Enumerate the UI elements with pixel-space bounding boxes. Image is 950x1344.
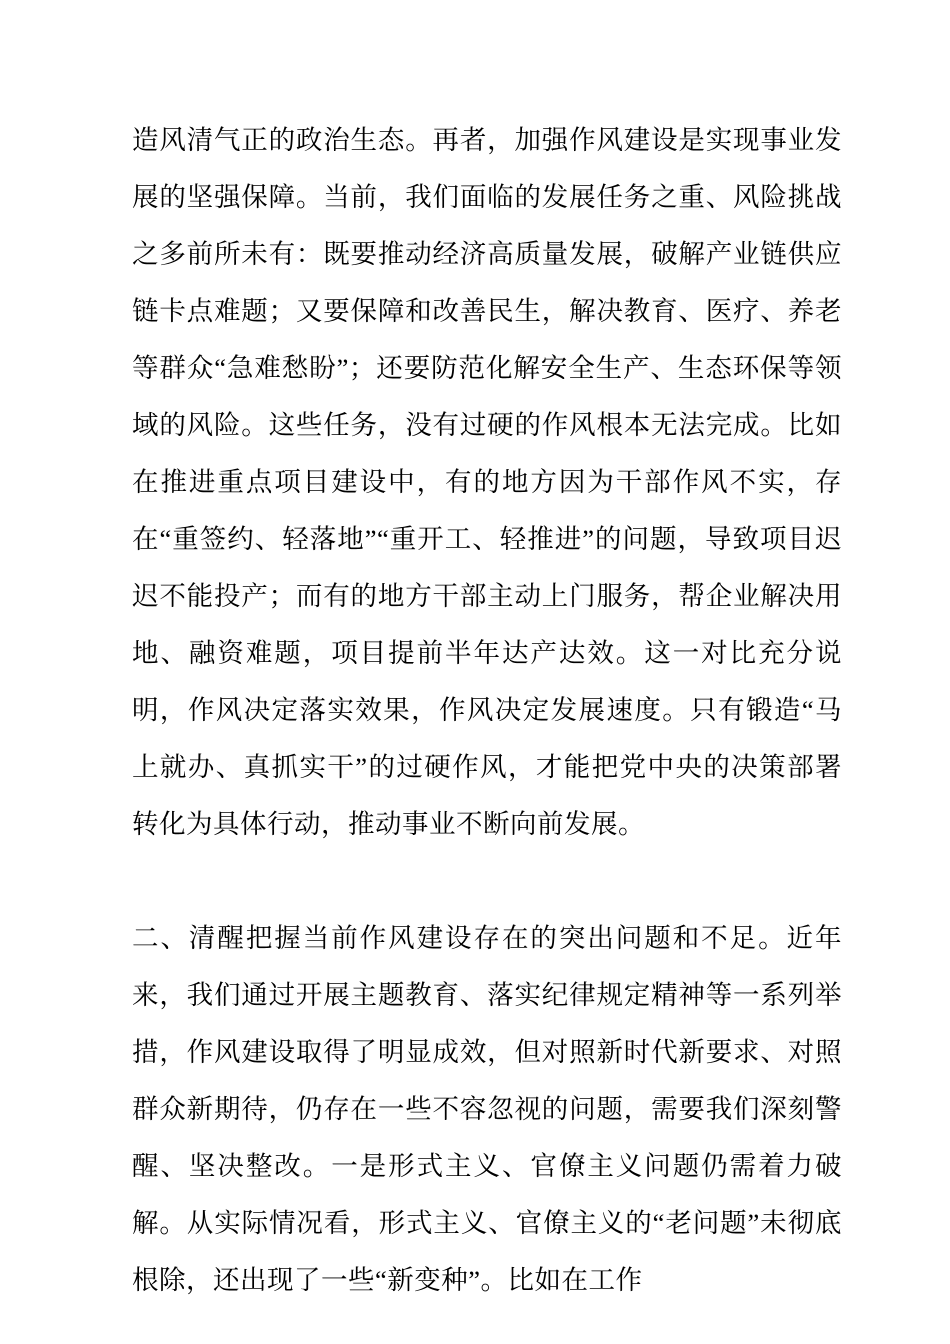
paragraph-1: 造风清气正的政治生态。再者，加强作风建设是实现事业发展的坚强保障。当前，我们面临的发展任务之重、风险挑战之多前所未有：既要推动经济高质量发展，破解产业链供应链卡点难题；又要保障和改善民生，解决教育、医疗、养老等群众“急难愁盼”；还要防范化解安全生产、生态环保等领域的风险。这些任务，没有过硬的作风根本无法完成。比如在推进重点项目建设中，有的地方因为干部作风不实，存在“重签约、轻落地”“重开工、轻推进”的问题，导致项目迟迟不能投产；而有的地方干部主动上门服务，帮企业解决用地、融资难题，项目提前半年达产达效。这一对比充分说明，作风决定落实效果，作风决定发展速度。只有锻造“马上就办、真抓实干”的过硬作风，才能把党中央的决策部署转化为具体行动，推动事业不断向前发展。 xyxy=(132,125,842,839)
paragraph-spacer xyxy=(132,853,842,910)
document-body xyxy=(132,112,842,1309)
paragraph-2: 二、清醒把握当前作风建设存在的突出问题和不足。近年来，我们通过开展主题教育、落实纪律规定精神等一系列举措，作风建设取得了明显成效，但对照新时代新要求、对照群众新期待，仍存在一些不容忽视的问题，需要我们深刻警醒、坚决整改。一是形式主义、官僚主义问题仍需着力破解。从实际情况看，形式主义、官僚主义的“老问题”未彻底根除，还出现了一些“新变种”。比如在工作 xyxy=(132,923,842,1295)
